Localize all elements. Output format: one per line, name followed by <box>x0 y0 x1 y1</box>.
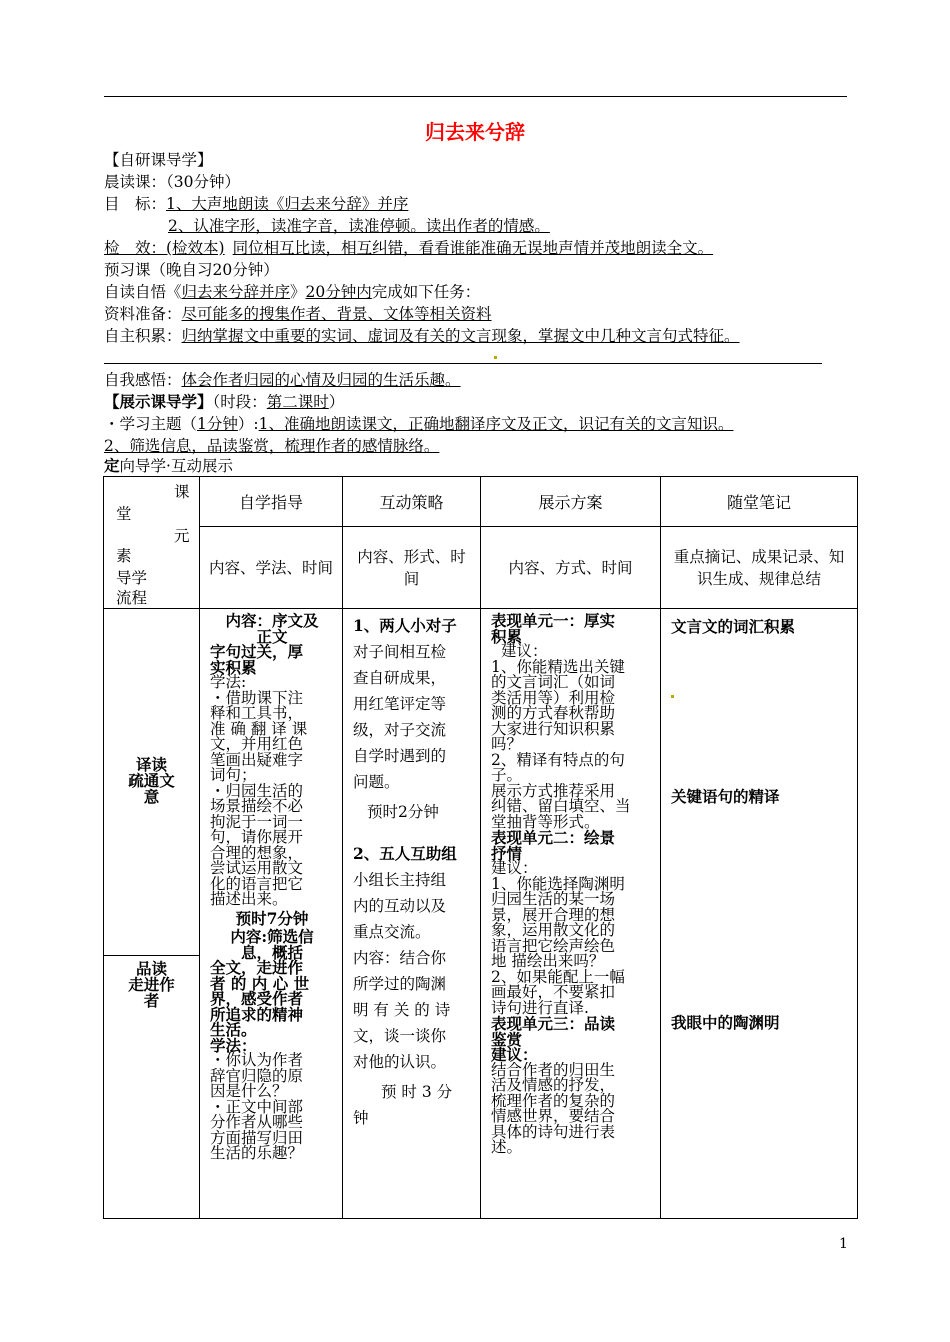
note-vocabulary: 文言文的词汇积累 <box>671 617 796 636</box>
theme-line-2: 2、筛选信息，品读鉴赏，梳理作者的感情脉络。 <box>104 437 440 455</box>
subheader-self-study: 内容、学法、时间 <box>200 527 343 609</box>
subheader-strategy: 内容、形式、时间 <box>343 527 481 609</box>
plan-cell: 表现单元一：厚实 积累 建议： 1、你能精选出关键 的文言词汇（如词 类活用等）利用检 测的方式春秋帮助 大家进行知识积累 吗？ 2、精译有特点的句 子。 展示方式推荐采用 纠错、留白填空、当 堂抽背等形式。 表现单元二：绘景 抒情 建议： 1、你能选择陶渊明 归园生活的某一场 景，展开合理的想 象，运用散文化的 语言把它绘声绘色 地 描绘出来吗？ 2、如果能配上一幅 画最好，不要紧扣 诗句进行直译. 表现单元三：品读 鉴赏 建议： 结合作者的归田生 活及情感的抒发， 梳理作者的复杂的 情感世界，要结合 具体的诗句进行表 述。 <box>481 609 661 1219</box>
strategy-cell: 1、两人小对子 对子间相互检 查自研成果， 用红笔评定等 级，对子交流 自学时遇到的 问题。 预时2分钟 2、五人互助组 小组长主持组 内的互动以及 重点交流。 内容：结合你 所学过的陶渊 明 有 关 的 诗 文，谈一谈你 对他的认识。 预 时 3 分 钟 <box>343 609 481 1219</box>
section-display: 【展示课导学】（时段：第二课时） <box>104 392 345 411</box>
stray-mark <box>494 356 497 359</box>
stage-divider <box>104 955 199 956</box>
table-subheader-row <box>104 527 858 609</box>
header-strategy: 互动策略 <box>343 477 481 527</box>
preview-line: 预习课（晚自习20分钟） <box>104 261 279 279</box>
theme-line: ・学习主题（1分钟）:1、准确地朗读课文，正确地翻译序文及正文，识记有关的文言知识。 <box>104 415 734 433</box>
goal-line-2: 2、认准字形，读准字音，读准停顿。读出作者的情感。 <box>168 217 550 235</box>
page-number: 1 <box>839 1236 848 1252</box>
page-title: 归去来兮辞 <box>425 120 525 144</box>
stray-mark-notes <box>671 695 674 698</box>
self-read-line: 自读自悟《归去来兮辞并序》20分钟内完成如下任务： <box>104 283 481 301</box>
header-plan: 展示方案 <box>481 477 661 527</box>
guide-line: 定向导学·互动展示 <box>104 456 233 475</box>
separator-rule <box>104 363 822 364</box>
morning-reading: 晨读课：（30分钟） <box>104 173 240 191</box>
check-line: 检 效：(检效本) 同位相互比读，相互纠错，看看谁能准确无误地声情并茂地朗读全文。 <box>104 239 714 257</box>
accumulate-line: 自主积累：归纳掌握文中重要的实词、虚词及有关的文言现象，掌握文中几种文言句式特征。 <box>104 327 740 345</box>
stage-translate: 译读 疏通文 意 <box>128 755 175 806</box>
material-line: 资料准备：尽可能多的搜集作者、背景、文体等相关资料 <box>104 305 492 323</box>
note-tao-yuanming: 我眼中的陶渊明 <box>671 1013 780 1032</box>
notes-cell <box>661 609 858 1219</box>
lesson-table <box>103 476 858 1219</box>
subheader-plan: 内容、方式、时间 <box>481 527 661 609</box>
subheader-notes: 重点摘记、成果记录、知识生成、规律总结 <box>661 527 858 609</box>
guide-cell: 内容：序文及 正文 字句过关，厚 实积累 学法: ・借助课下注 释和工具书， 准 确 翻 译 课 文，并用红色 笔画出疑难字 词句； ・归园生活的 场景描绘不必 拘泥于一词一 句，请你展开 合理的想象， 尝试运用散文 化的语言把它 描述出来。 预时7分钟 内容:筛选信 息，概括 全文，走进作 者 的 内 心 世 界，感受作者 所追求的精神 生活。 学法： ・你认为作者 辞官归隐的原 因是什么？ ・正文中间部 分作者从哪些 方面描写归田 生活的乐趣？ <box>200 609 343 1219</box>
feeling-line: 自我感悟：体会作者归园的心情及归园的生活乐趣。 <box>104 371 461 389</box>
header-rule <box>104 96 847 97</box>
note-translation: 关键语句的精译 <box>671 787 780 806</box>
goal-line: 目 标：1、大声地朗读《归去来兮辞》并序 <box>104 195 409 213</box>
corner-cell: 课 堂 元 素 导学 流程 <box>104 477 200 609</box>
header-notes: 随堂笔记 <box>661 477 858 527</box>
stage-cell <box>104 609 200 1219</box>
stage-appreciate: 品读 走进作 者 <box>128 959 175 1010</box>
table-body-row <box>104 609 858 1219</box>
section-self-study: 【自研课导学】 <box>104 151 213 169</box>
table-header-row <box>104 477 858 527</box>
header-self-study: 自学指导 <box>200 477 343 527</box>
